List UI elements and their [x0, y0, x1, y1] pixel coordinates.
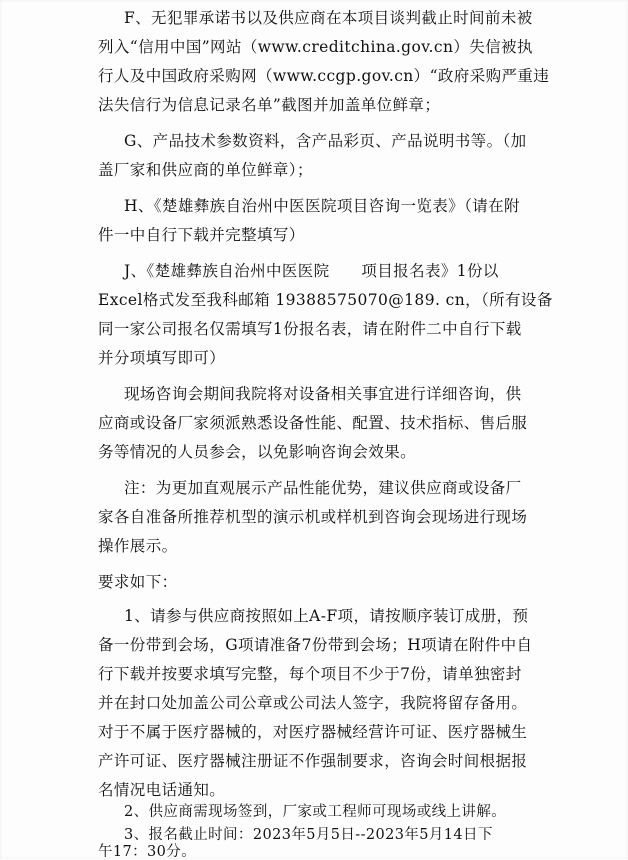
- paragraph-note-line-2: 家各自准备所推荐机型的演示机或样机到咨询会现场进行现场: [98, 508, 528, 526]
- requirement-1-line-2: 备一份带到会场，G项请准备7份带到会场；H项请在附件中自: [98, 636, 533, 654]
- paragraph-note-line-1: 注：为更加直观展示产品性能优势，建议供应商或设备厂: [124, 479, 522, 497]
- paragraph-f-line-4: 法失信行为信息记录名单”截图并加盖单位鲜章；: [98, 96, 441, 114]
- requirements-heading: 要求如下：: [98, 573, 178, 591]
- requirement-2-line-1: 2、供应商需现场签到，厂家或工程师可现场或线上讲解。: [124, 804, 507, 820]
- paragraph-consult-line-2: 应商或设备厂家须派熟悉设备性能、配置、技术指标、售后服: [98, 414, 528, 432]
- requirement-1-line-1: 1、请参与供应商按照如上A-F项，请按顺序装订成册，预: [124, 607, 529, 625]
- requirement-1-line-7: 名情况电话通知。: [98, 781, 226, 799]
- requirement-1-line-5: 对于不属于医疗器械的，对医疗器械经营许可证、医疗器械生: [98, 723, 528, 741]
- requirement-3-line-1: 3、报名截止时间：2023年5月5日--2023年5月14日下: [124, 827, 493, 843]
- paragraph-h-line-1: H、《楚雄彝族自治州中医医院项目咨询一览表》（请在附: [124, 197, 520, 215]
- requirement-1-line-4: 并在封口处加盖公司公章或公司法人签字，我院将留存备用。: [98, 694, 528, 712]
- paragraph-f-line-2: 列入“信用中国”网站（www.creditchina.gov.cn）失信被执: [98, 38, 533, 56]
- paragraph-h-line-2: 件一中自行下载并完整填写）: [98, 226, 305, 244]
- paragraph-g-line-2: 盖厂家和供应商的单位鲜章）；: [98, 161, 313, 179]
- paragraph-g-line-1: G、产品技术参数资料，含产品彩页、产品说明书等。（加: [124, 132, 527, 150]
- paragraph-j-line-1: J、《楚雄彝族自治州中医医院 项目报名表》1份以: [124, 262, 499, 280]
- paragraph-j-line-4: 并分项填写即可）: [98, 349, 226, 367]
- paragraph-consult-line-1: 现场咨询会期间我院将对设备相关事宜进行详细咨询，供: [124, 385, 522, 403]
- paragraph-consult-line-3: 务等情况的人员参会，以免影响咨询会效果。: [98, 443, 417, 461]
- paragraph-f-line-3: 行人及中国政府采购网（www.ccgp.gov.cn）“政府采购严重违: [98, 67, 550, 85]
- paragraph-f-line-1: F、无犯罪承诺书以及供应商在本项目谈判截止时间前未被: [124, 9, 533, 27]
- paragraph-j-line-3: 同一家公司报名仅需填写1份报名表，请在附件二中自行下载: [98, 320, 522, 338]
- paragraph-note-line-3: 操作展示。: [98, 537, 178, 555]
- requirement-1-line-3: 行下载并按要求填写完整，每个项目不少于7份，请单独密封: [98, 665, 522, 683]
- requirement-3-line-2: 午17：30分。: [98, 844, 197, 860]
- paragraph-j-line-2: Excel格式发至我科邮箱 19388575070@189. cn，（所有设备: [98, 291, 553, 309]
- requirement-1-line-6: 产许可证、医疗器械注册证不作强制要求，咨询会时间根据报: [98, 752, 528, 770]
